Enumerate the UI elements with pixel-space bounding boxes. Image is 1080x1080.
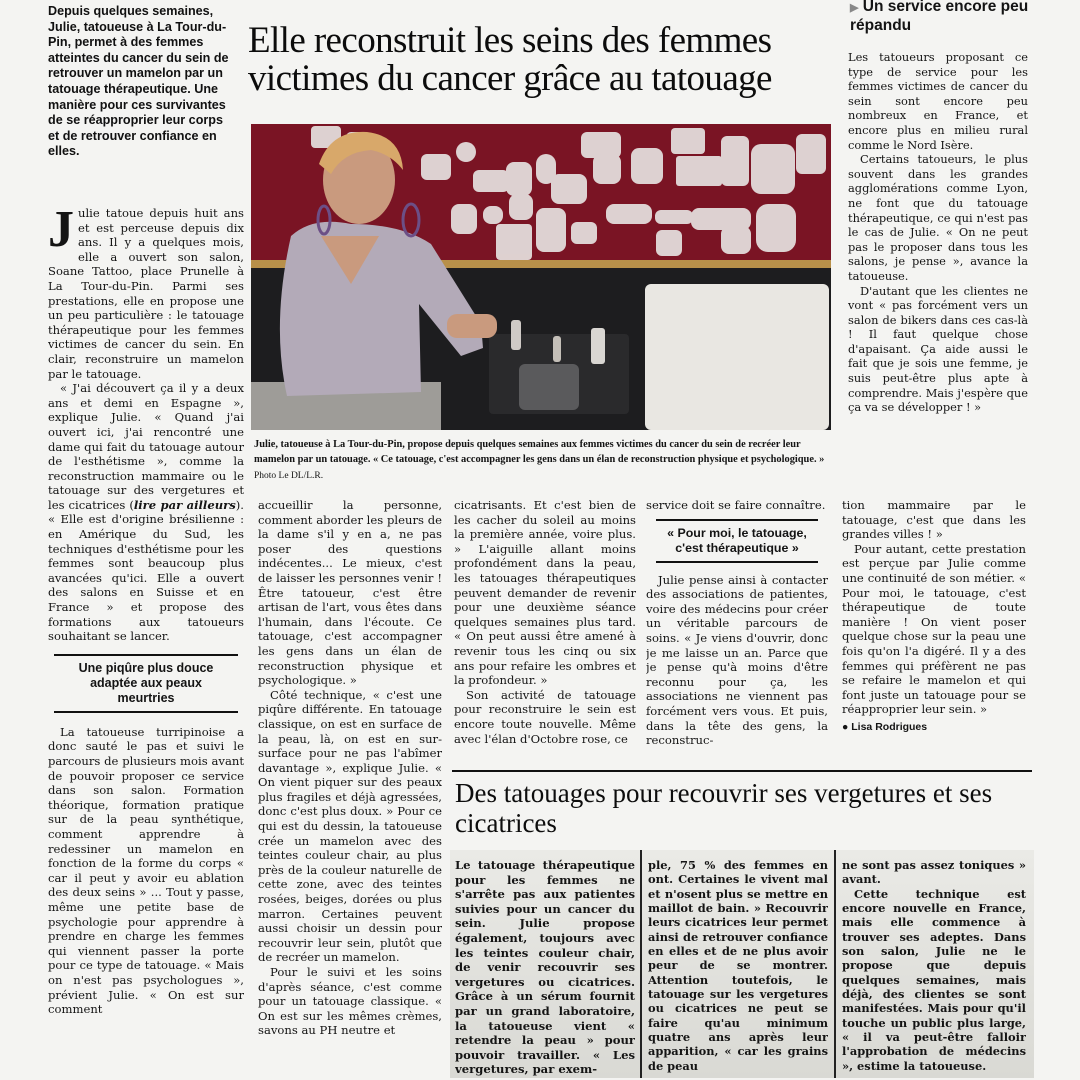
bullet-icon: ● — [842, 720, 849, 733]
column-divider — [834, 850, 836, 1078]
sidebar-body — [848, 50, 1028, 470]
trolley-bin — [519, 364, 579, 410]
column-divider — [640, 850, 642, 1078]
paragraph: Pour le suivi et les soins d'après séance, c'est comme pour un tatouage classique. « On est sur les mêmes crèmes, savons au PH neutre et — [258, 965, 442, 1038]
paragraph: ne sont pas assez toniques » avant. — [842, 858, 1026, 887]
bottle — [553, 336, 561, 362]
paragraph: service doit se faire connaître. — [646, 498, 826, 512]
paragraph: Le tatouage thérapeutique pour les femmes ne s'arrête pas aux patientes suivies pour un cancer du sein. Julie propose également, toujours avec les teintes couleur chair, de venir recouvrir ses vergetures ou cicatrices. Grâce à un sérum fournit par un grand laboratoire, la tatoueuse vient « retendre la peau » pour pouvoir travailler. « Les vergetures, par exem- — [455, 858, 635, 1077]
page-title: Elle reconstruit les seins des femmes victimes du cancer grâce au tatouage — [248, 20, 772, 99]
article-column-5 — [842, 498, 1026, 768]
sidebar-title-text: Un service encore peu répandu — [850, 0, 1029, 34]
paragraph: cicatrisants. Et c'est bien de les cacher du soleil au moins la première année, voire plus. » L'aiguille allant moins profondément dans la peau, les tatouages thérapeutiques peuvent demander de revenir pour une deuxième séance quelques semaines plus tard. « On peut aussi être amené à revenir tous les cinq ou six ans pour refaire les ombres et la profondeur. » — [454, 498, 636, 688]
secondary-column-3 — [842, 858, 1026, 1078]
drop-cap: J — [48, 206, 74, 258]
paragraph: Côté technique, « c'est une piqûre différente. En tatouage classique, on est en surface de la peau, là, on est en sur-surface pour ne pas l'abîmer davantage », explique Julie. « On vient piquer sur des peaux plus fragiles et déjà agressées, donc c'est plus doux. » Pour ce qui est du dessin, la tatoueuse crée un mamelon avec des teintes couleur chair, au plus près de la couleur naturelle de cette zone, avec des teintes rosées, beiges, dorées ou plus marron. Certaines peuvent aussi choisir un dessin pour recouvrir leur sein, plutôt que de recréer un mamelon. — [258, 687, 442, 965]
photo-credit: Photo Le DL/L.R. — [254, 470, 324, 481]
pull-quote: « Pour moi, le tatouage, c'est thérapeutique » — [656, 519, 818, 563]
author-name: Lisa Rodrigues — [851, 720, 928, 733]
secondary-article-title: Des tatouages pour recouvrir ses vergetures et ses cicatrices — [455, 778, 993, 838]
secondary-column-2 — [648, 858, 828, 1078]
bottle — [511, 320, 521, 350]
paragraph: ulie tatoue depuis huit ans et est perceuse depuis dix ans. Il y a quelques mois, elle a ouvert son salon, Soane Tattoo, place Prunelle à La Tour-du-Pin. Parmi ses prestations, elle en propose une un peu particulière : le tatouage thérapeutique pour les femmes victimes de cancer du sein. En clair, reconstruire un mamelon par le tatouage. — [48, 206, 244, 381]
article-lead: Depuis quelques semaines, Julie, tatoueuse à La Tour-du-Pin, permet à des femmes atteintes du cancer du sein de retrouver un mamelon par un tatouage thérapeutique. Une manière pour ces survivantes de se réapproprier leur corps et de retrouver confiance en elles. — [48, 4, 229, 159]
paragraph: Cette technique est encore nouvelle en France, mais elle commence à trouver ses adeptes. Dans son salon, Julie ne le propose que depuis quelques semaines, mais déjà, des clientes se sont manifestées. Mais pour qu'il touche un public plus large, « il va peut-être falloir l'approbation de médecins », estime la tatoueuse. — [842, 886, 1026, 1073]
article-column-4 — [646, 498, 828, 768]
paragraph: Certains tatoueurs, le plus souvent dans les grandes agglomérations comme Lyon, ne font que du tatouage thérapeutique, ce qui n'est pas le cas de Julie. « On ne peut pas le proposer dans tous les salons, je pense », avance la tatoueuse. — [848, 152, 1028, 283]
paragraph: ). « Elle est d'origine brésilienne : en Amérique du Sud, les techniques d'esthétisme pour les femmes sont beaucoup plus avancées qu'ici. Elle a ouvert des salons en Suisse et en France » et propose des formations aux tatoueurs souhaitant se lancer. — [48, 497, 244, 644]
paragraph: ple, 75 % des femmes en ont. Certaines le vivent mal et n'osent plus se mettre en maillot de bain. » Recouvrir leurs cicatrices leur permet ainsi de retrouver confiance en elles et de ne plus avoir peur de se montrer. Attention toutefois, le tatouage sur les vergetures ou cicatrices ne peut se faire qu'au minimum quatre ans après leur apparition, « car les grains de peau — [648, 858, 828, 1073]
article-photo — [251, 124, 831, 430]
sidebar-title — [850, 0, 1040, 34]
caption-text: Julie, tatoueuse à La Tour-du-Pin, propose depuis quelques semaines aux femmes victimes du cancer du sein de recréer leur mamelon par un tatouage. « Ce tatouage, c'est accompagner les gens dans un élan de reconstruction physique et psychologique. » — [254, 439, 825, 466]
secondary-column-1 — [455, 858, 635, 1078]
photo-caption — [254, 437, 826, 484]
paragraph: Pour autant, cette prestation est perçue par Julie comme une continuité de son métier. « Pour moi, le tatouage, c'est thérapeutique de toute manière ! On vient poser quelque chose sur la peau une fois qu'on l'a digéré. Il y a des femmes qui préfèrent ne pas se refaire le mamelon et qui font juste un tatouage pour se réapproprier leur sein. » — [842, 541, 1026, 717]
paragraph: tion mammaire par le tatouage, c'est que dans les grandes villes ! » — [842, 498, 1026, 542]
byline — [842, 720, 1026, 735]
paragraph: Julie pense ainsi à contacter des associations de patientes, voire des médecins pour créer un véritable parcours de soins. « Je viens d'ouvrir, donc je me laisse un an. Parce que je pense qu'à moins d'être reconnu pour ça, les associations ne viennent pas forcément vers vous. Et puis, dans la tête des gens, la reconstruc- — [646, 572, 828, 748]
paragraph: D'autant que les clientes ne vont « pas forcément vers un salon de bikers dans ces cas-là ! Il faut quelque chose d'apaisant. Ça aide aussi le fait que je sois une femme, je suis peut-être plus apte à comprendre. Mais j'espère que ça va se développer ! » — [848, 283, 1028, 415]
paragraph: accueillir la personne, comment aborder les pleurs de la dame s'il y en a, ne pas poser des questions indécentes... Le mieux, c'est de laisser les personnes venir ! Être tatoueur, c'est être artisan de l'art, vous êtes dans l'humain, dans l'écoute. Ce tatouage, c'est accompagner les gens dans un élan de reconstruction physique et psychologique. » — [258, 498, 442, 688]
section-divider — [452, 770, 1032, 772]
tattoo-chair — [645, 284, 829, 430]
bottle — [591, 328, 605, 364]
photo-tattoo-artist — [251, 124, 831, 430]
arrow-icon: ▶ — [850, 2, 859, 14]
section-subheading: Une piqûre plus douce adaptée aux peaux meurtries — [54, 654, 238, 713]
cross-reference: lire par ailleurs — [133, 497, 236, 512]
paragraph: La tatoueuse turripinoise a donc sauté le pas et suivi le parcours de plusieurs mois avant de pouvoir proposer ce service dans son salon. Formation théorique, formation pratique sur de la peau synthétique, comment apprendre à redessiner un mamelon en fonction de la forme du corps « car il peut y avoir eu ablation des deux seins » ... Tout y passe, même une petite base de psychologie pour apprendre à prendre en charge les femmes qui viennent passer la porte pour ce type de tatouage. « Mais on n'est pas psychologues », prévient Julie. « On est sur comment — [48, 724, 244, 1017]
article-column-1 — [48, 206, 244, 1078]
article-column-3 — [454, 498, 636, 768]
paragraph: Les tatoueurs proposant ce type de service pour les femmes victimes de cancer du sein sont encore peu nombreux en France, et encore plus en milieu rural comme le Nord Isère. — [848, 50, 1028, 152]
paragraph: Son activité de tatouage pour reconstruire le sein est encore toute nouvelle. Même avec l'élan d'Octobre rose, ce — [454, 687, 636, 746]
article-column-2 — [258, 498, 442, 1078]
paragraph: « J'ai découvert ça il y a deux ans et demi en Espagne », explique Julie. « Quand j'ai ouvert ici, j'ai rencontré une dame qui fait du tatouage autour de l'esthétisme », comme la reconstruction mammaire ou le tatouage sur des vergetures et les cicatrices ( — [48, 381, 244, 512]
